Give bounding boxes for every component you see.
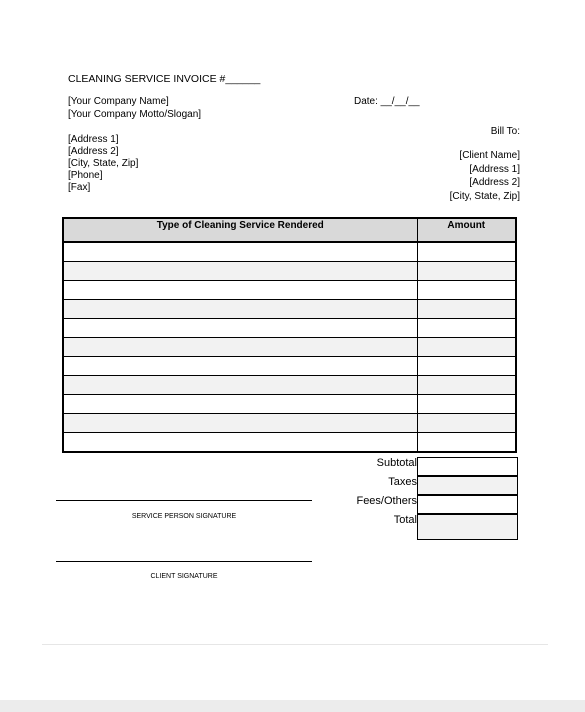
fees-label: Fees/Others bbox=[356, 495, 417, 507]
amount-cell[interactable] bbox=[417, 281, 516, 300]
client-name: [Client Name] bbox=[459, 150, 520, 161]
amount-cell[interactable] bbox=[417, 376, 516, 395]
company-address2: [Address 2] bbox=[68, 146, 119, 157]
company-fax: [Fax] bbox=[68, 182, 91, 193]
amount-cell[interactable] bbox=[417, 433, 516, 453]
service-cell[interactable] bbox=[63, 338, 417, 357]
table-row bbox=[63, 357, 516, 376]
company-address1: [Address 1] bbox=[68, 134, 119, 145]
footer-divider bbox=[42, 644, 548, 645]
table-row bbox=[63, 242, 516, 262]
bill-to-label: Bill To: bbox=[490, 126, 520, 137]
table-row bbox=[63, 338, 516, 357]
amount-cell[interactable] bbox=[417, 357, 516, 376]
service-cell[interactable] bbox=[63, 242, 417, 262]
table-header-row bbox=[63, 218, 516, 242]
service-person-signature-line[interactable] bbox=[56, 500, 312, 501]
table-row bbox=[63, 319, 516, 338]
service-cell[interactable] bbox=[63, 395, 417, 414]
amount-cell[interactable] bbox=[417, 242, 516, 262]
amount-column-header: Amount bbox=[417, 218, 516, 242]
table-row bbox=[63, 262, 516, 281]
service-cell[interactable] bbox=[63, 319, 417, 338]
amount-cell[interactable] bbox=[417, 300, 516, 319]
total-field[interactable] bbox=[417, 514, 518, 540]
amount-cell[interactable] bbox=[417, 395, 516, 414]
service-person-signature-label: SERVICE PERSON SIGNATURE bbox=[131, 513, 237, 520]
table-row bbox=[63, 376, 516, 395]
service-cell[interactable] bbox=[63, 376, 417, 395]
amount-cell[interactable] bbox=[417, 414, 516, 433]
service-cell[interactable] bbox=[63, 300, 417, 319]
table-row bbox=[63, 300, 516, 319]
total-label: Total bbox=[393, 514, 417, 526]
services-table bbox=[62, 217, 517, 453]
amount-cell[interactable] bbox=[417, 262, 516, 281]
table-row bbox=[63, 433, 516, 453]
company-motto: [Your Company Motto/Slogan] bbox=[68, 109, 202, 120]
taxes-label: Taxes bbox=[388, 476, 417, 488]
client-address1: [Address 1] bbox=[469, 164, 520, 175]
subtotal-label: Subtotal bbox=[376, 457, 417, 469]
subtotal-field[interactable] bbox=[417, 457, 518, 476]
table-row bbox=[63, 281, 516, 300]
taxes-field[interactable] bbox=[417, 476, 518, 495]
company-city-state-zip: [City, State, Zip] bbox=[68, 158, 139, 169]
company-phone: [Phone] bbox=[68, 170, 103, 181]
client-signature-line[interactable] bbox=[56, 561, 312, 562]
invoice-title: CLEANING SERVICE INVOICE #______ bbox=[68, 73, 261, 85]
service-cell[interactable] bbox=[63, 414, 417, 433]
invoice-date: Date: __/__/__ bbox=[354, 96, 420, 107]
company-name: [Your Company Name] bbox=[68, 96, 169, 107]
client-address2: [Address 2] bbox=[469, 177, 520, 188]
amount-cell[interactable] bbox=[417, 319, 516, 338]
service-cell[interactable] bbox=[63, 262, 417, 281]
fees-field[interactable] bbox=[417, 495, 518, 514]
amount-cell[interactable] bbox=[417, 338, 516, 357]
client-city-state-zip: [City, State, Zip] bbox=[449, 191, 520, 202]
table-row bbox=[63, 395, 516, 414]
table-row bbox=[63, 414, 516, 433]
service-column-header: Type of Cleaning Service Rendered bbox=[63, 218, 417, 242]
service-cell[interactable] bbox=[63, 433, 417, 453]
client-signature-label: CLIENT SIGNATURE bbox=[150, 573, 218, 580]
service-cell[interactable] bbox=[63, 357, 417, 376]
service-cell[interactable] bbox=[63, 281, 417, 300]
